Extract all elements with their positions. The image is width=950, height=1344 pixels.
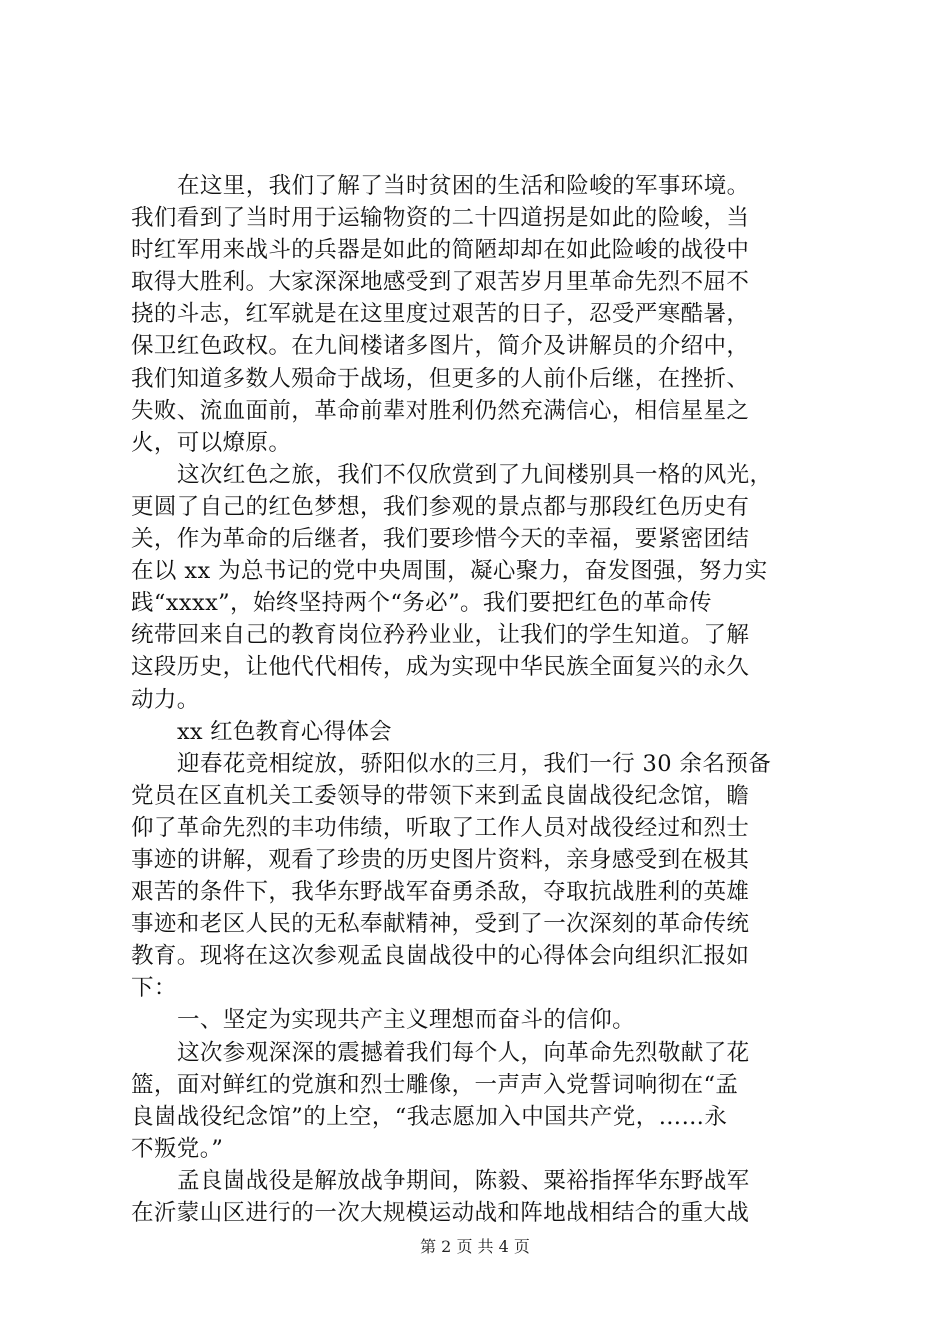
text-line: 下： <box>131 975 177 1002</box>
text-line: 仰了革命先烈的丰功伟绩，听取了工作人员对战役经过和烈士 <box>131 814 750 841</box>
text-line: 孟良崮战役是解放战争期间，陈毅、粟裕指挥华东野战军 <box>177 1167 750 1194</box>
text-line: 不叛党。” <box>131 1135 224 1162</box>
section-title: xx 红色教育心得体会 <box>177 718 392 745</box>
text-line: 事迹的讲解，观看了珍贵的历史图片资料，亲身感受到在极其 <box>131 846 750 873</box>
text-line: 良崮战役纪念馆”的上空，“我志愿加入中国共产党，……永 <box>131 1103 728 1130</box>
text-line: 保卫红色政权。在九间楼诸多图片，简介及讲解员的介绍中， <box>131 333 750 360</box>
text-line: 这段历史，让他代代相传，成为实现中华民族全面复兴的永久 <box>131 654 750 681</box>
text-line: 这次参观深深的震撼着我们每个人，向革命先烈敬献了花 <box>177 1039 750 1066</box>
text-line: 这次红色之旅，我们不仅欣赏到了九间楼别具一格的风光， <box>177 461 773 488</box>
text-line: 时红军用来战斗的兵器是如此的简陋却却在如此险峻的战役中 <box>131 237 750 264</box>
text-line: 关，作为革命的后继者，我们要珍惜今天的幸福，要紧密团结 <box>131 526 750 553</box>
text-line: 在沂蒙山区进行的一次大规模运动战和阵地战相结合的重大战 <box>131 1200 750 1226</box>
text-line: 我们知道多数人殒命于战场，但更多的人前仆后继，在挫折、 <box>131 365 750 392</box>
text-line: 艰苦的条件下，我华东野战军奋勇杀敌，夺取抗战胜利的英雄 <box>131 879 750 906</box>
text-line: 火，可以燎原。 <box>131 429 292 456</box>
text-line: 取得大胜利。大家深深地感受到了艰苦岁月里革命先烈不屈不 <box>131 269 750 296</box>
page-footer: 第 2 页 共 4 页 <box>420 1237 530 1256</box>
text-line: 我们看到了当时用于运输物资的二十四道拐是如此的险峻，当 <box>131 205 750 232</box>
text-line: 党员在区直机关工委领导的带领下来到孟良崮战役纪念馆，瞻 <box>131 782 750 809</box>
text-line: 在以 xx 为总书记的党中央周围，凝心聚力，奋发图强，努力实 <box>131 558 768 585</box>
text-line: 失败、流血面前，革命前辈对胜利仍然充满信心，相信星星之 <box>131 397 750 424</box>
body-text <box>131 170 821 1229</box>
text-line: 在这里，我们了解了当时贫困的生活和险峻的军事环境。 <box>177 173 750 199</box>
text-line: 动力。 <box>131 686 200 713</box>
text-line: 篮，面对鲜红的党旗和烈士雕像，一声声入党誓词响彻在“孟 <box>131 1071 739 1098</box>
text-line: 挠的斗志，红军就是在这里度过艰苦的日子，忍受严寒酷暑， <box>131 301 750 328</box>
text-line: 教育。现将在这次参观孟良崮战役中的心得体会向组织汇报如 <box>131 943 750 970</box>
text-line: 迎春花竞相绽放，骄阳似水的三月，我们一行 30 余名预备 <box>177 750 772 777</box>
text-line: 统带回来自己的教育岗位矜矜业业，让我们的学生知道。了解 <box>131 622 750 649</box>
text-line: 一、坚定为实现共产主义理想而奋斗的信仰。 <box>177 1007 636 1034</box>
text-line: 更圆了自己的红色梦想，我们参观的景点都与那段红色历史有 <box>131 493 750 520</box>
text-line: 践“xxxx”，始终坚持两个“务必”。我们要把红色的革命传 <box>131 590 712 617</box>
text-line: 事迹和老区人民的无私奉献精神，受到了一次深刻的革命传统 <box>131 911 750 938</box>
